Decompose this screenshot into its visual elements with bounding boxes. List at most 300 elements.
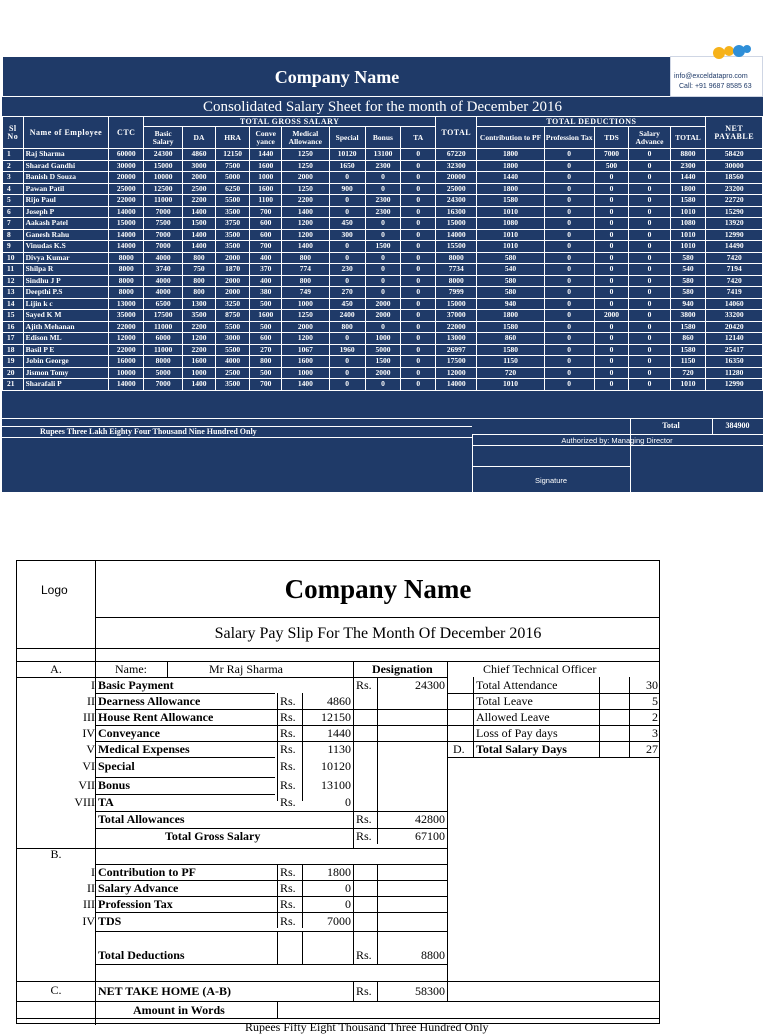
table-cell: 0 bbox=[401, 287, 436, 299]
table-cell: 800 bbox=[183, 252, 216, 264]
table-cell: 0 bbox=[629, 287, 670, 299]
table-cell: 33200 bbox=[706, 310, 763, 322]
table-cell: 32300 bbox=[436, 160, 477, 172]
table-cell: 3000 bbox=[215, 333, 250, 345]
table-cell: 13100 bbox=[365, 149, 401, 161]
table-cell: 1800 bbox=[477, 160, 544, 172]
table-cell: Jobin George bbox=[23, 356, 109, 368]
table-cell: 67220 bbox=[436, 149, 477, 161]
table-cell: 0 bbox=[594, 206, 629, 218]
net-take-home-value: 58300 bbox=[415, 984, 445, 998]
deduction-value: 7000 bbox=[327, 914, 351, 928]
table-cell: 13000 bbox=[436, 333, 477, 345]
table-cell: 800 bbox=[281, 275, 329, 287]
table-cell: 720 bbox=[477, 367, 544, 379]
table-cell: 7 bbox=[3, 218, 24, 230]
table-cell: 7000 bbox=[144, 241, 183, 253]
table-cell: 5500 bbox=[215, 195, 250, 207]
earning-rs: Rs. bbox=[280, 694, 296, 708]
table-cell: 19 bbox=[3, 356, 24, 368]
table-cell: 0 bbox=[544, 287, 594, 299]
deduction-value: 0 bbox=[345, 881, 351, 895]
earning-rs: Rs. bbox=[280, 795, 296, 809]
table-cell: 0 bbox=[629, 275, 670, 287]
table-cell: 0 bbox=[594, 275, 629, 287]
table-cell: 1440 bbox=[477, 172, 544, 184]
table-row bbox=[3, 310, 763, 322]
table-cell: 18 bbox=[3, 344, 24, 356]
attendance-label: Total Salary Days bbox=[476, 742, 567, 756]
table-cell: 0 bbox=[544, 218, 594, 230]
total-label: Total bbox=[662, 421, 680, 430]
table-cell: 580 bbox=[477, 275, 544, 287]
deduction-label: Salary Advance bbox=[98, 881, 179, 895]
table-cell: 0 bbox=[329, 275, 365, 287]
col-ctc: CTC bbox=[109, 117, 144, 149]
table-cell: 4000 bbox=[144, 252, 183, 264]
table-cell: 25000 bbox=[436, 183, 477, 195]
table-cell: 0 bbox=[629, 344, 670, 356]
table-cell: 1250 bbox=[281, 160, 329, 172]
table-cell: Rijo Paul bbox=[23, 195, 109, 207]
table-cell: 17500 bbox=[436, 356, 477, 368]
table-cell: 24300 bbox=[144, 149, 183, 161]
table-cell: Shilpa R bbox=[23, 264, 109, 276]
table-cell: 8 bbox=[3, 229, 24, 241]
table-cell: 2200 bbox=[183, 195, 216, 207]
table-cell: Vinudas K.S bbox=[23, 241, 109, 253]
pay-slip bbox=[16, 560, 660, 1034]
col-deductions-total: TOTAL bbox=[670, 127, 706, 149]
table-cell: 1000 bbox=[250, 172, 281, 184]
table-cell: 2000 bbox=[365, 298, 401, 310]
sheet-subtitle: Consolidated Salary Sheet for the month of December 2016 bbox=[202, 99, 563, 115]
table-cell: 1600 bbox=[183, 356, 216, 368]
table-cell: 1200 bbox=[281, 333, 329, 345]
table-cell: 720 bbox=[670, 367, 706, 379]
table-cell: 11000 bbox=[144, 344, 183, 356]
table-cell: 0 bbox=[629, 264, 670, 276]
table-row bbox=[3, 149, 763, 161]
table-cell: 7500 bbox=[215, 160, 250, 172]
earning-number: VI bbox=[82, 759, 95, 773]
table-cell: 0 bbox=[629, 310, 670, 322]
attendance-label: Loss of Pay days bbox=[476, 726, 558, 740]
contact-phone: Call: +91 9687 8585 63 bbox=[679, 83, 752, 90]
total-value: 384900 bbox=[725, 421, 750, 430]
table-cell: 12000 bbox=[109, 333, 144, 345]
table-cell: 1600 bbox=[250, 183, 281, 195]
table-cell: 0 bbox=[594, 356, 629, 368]
table-cell: 3250 bbox=[215, 298, 250, 310]
table-cell: 8000 bbox=[109, 287, 144, 299]
table-cell: 0 bbox=[329, 252, 365, 264]
table-cell: 1200 bbox=[281, 218, 329, 230]
table-cell: 37000 bbox=[436, 310, 477, 322]
table-cell: 2200 bbox=[281, 195, 329, 207]
table-cell: 0 bbox=[365, 264, 401, 276]
table-cell: 0 bbox=[629, 206, 670, 218]
table-cell: 8800 bbox=[670, 149, 706, 161]
table-cell: 0 bbox=[629, 229, 670, 241]
table-cell: 1400 bbox=[281, 379, 329, 391]
col-bonus: Bonus bbox=[365, 127, 401, 149]
table-cell: 0 bbox=[365, 172, 401, 184]
deduction-label: TDS bbox=[98, 914, 122, 928]
table-cell: 22000 bbox=[109, 321, 144, 333]
total-deductions-value: 8800 bbox=[421, 948, 445, 962]
table-cell: 0 bbox=[544, 356, 594, 368]
table-cell: 1000 bbox=[281, 298, 329, 310]
table-cell: Raj Sharma bbox=[23, 149, 109, 161]
group-deductions: TOTAL DEDUCTIONS bbox=[477, 117, 706, 127]
deduction-rs: Rs. bbox=[280, 897, 296, 911]
earning-rs: Rs. bbox=[280, 742, 296, 756]
table-cell: 25000 bbox=[109, 183, 144, 195]
table-cell: 12500 bbox=[144, 183, 183, 195]
table-cell: 1960 bbox=[329, 344, 365, 356]
table-cell: 0 bbox=[401, 333, 436, 345]
table-cell: 0 bbox=[629, 321, 670, 333]
table-cell: 0 bbox=[365, 275, 401, 287]
table-cell: 2300 bbox=[670, 160, 706, 172]
table-cell: 3500 bbox=[215, 206, 250, 218]
earning-number: VIII bbox=[74, 795, 95, 809]
basic-rs: Rs. bbox=[356, 678, 372, 692]
table-cell: 0 bbox=[594, 229, 629, 241]
attendance-value: 27 bbox=[646, 742, 658, 756]
earning-value: 12150 bbox=[321, 710, 351, 724]
deduction-label: Profession Tax bbox=[98, 897, 173, 911]
table-cell: 18560 bbox=[706, 172, 763, 184]
col-total: TOTAL bbox=[436, 117, 477, 149]
table-cell: 1250 bbox=[281, 149, 329, 161]
table-cell: 8000 bbox=[436, 275, 477, 287]
earning-value: 4860 bbox=[327, 694, 351, 708]
table-cell: 1000 bbox=[183, 367, 216, 379]
earning-number: III bbox=[83, 710, 95, 724]
table-cell: Lijin k c bbox=[23, 298, 109, 310]
table-cell: 7420 bbox=[706, 275, 763, 287]
table-cell: 700 bbox=[250, 379, 281, 391]
table-cell: 10 bbox=[3, 252, 24, 264]
table-cell: 800 bbox=[250, 356, 281, 368]
table-cell: 30000 bbox=[109, 160, 144, 172]
table-cell: 0 bbox=[594, 218, 629, 230]
table-cell: Deepthi P.S bbox=[23, 287, 109, 299]
col-pf: Contribution to PF bbox=[477, 127, 544, 149]
total-deductions-label: Total Deductions bbox=[98, 948, 185, 962]
table-cell: 8750 bbox=[215, 310, 250, 322]
table-cell: 0 bbox=[544, 149, 594, 161]
earning-label: TA bbox=[98, 795, 114, 809]
table-cell: 3740 bbox=[144, 264, 183, 276]
deduction-value: 1800 bbox=[327, 865, 351, 879]
table-cell: 0 bbox=[594, 195, 629, 207]
table-cell: 0 bbox=[629, 379, 670, 391]
table-cell: 500 bbox=[250, 367, 281, 379]
table-cell: 0 bbox=[544, 298, 594, 310]
employee-name: Mr Raj Sharma bbox=[209, 662, 283, 676]
table-cell: 1010 bbox=[670, 229, 706, 241]
table-cell: 0 bbox=[401, 298, 436, 310]
table-cell: 11280 bbox=[706, 367, 763, 379]
table-cell: 0 bbox=[401, 321, 436, 333]
table-cell: 0 bbox=[594, 321, 629, 333]
earning-rs: Rs. bbox=[280, 778, 296, 792]
earning-label: Dearness Allowance bbox=[98, 694, 201, 708]
basic-value: 24300 bbox=[415, 678, 445, 692]
table-cell: 0 bbox=[401, 195, 436, 207]
table-cell: 1800 bbox=[477, 183, 544, 195]
logo-placeholder: Logo bbox=[41, 583, 68, 597]
table-cell: 5000 bbox=[144, 367, 183, 379]
table-cell: 7000 bbox=[144, 229, 183, 241]
col-name: Name of Employee bbox=[23, 117, 109, 149]
table-cell: 1080 bbox=[670, 218, 706, 230]
section-d-label: D. bbox=[453, 742, 465, 756]
earning-label: Basic Payment bbox=[98, 678, 174, 692]
table-cell: 0 bbox=[629, 160, 670, 172]
table-cell: 2000 bbox=[215, 287, 250, 299]
table-cell: 2400 bbox=[329, 310, 365, 322]
table-cell: 270 bbox=[250, 344, 281, 356]
table-cell: 750 bbox=[183, 264, 216, 276]
table-cell: 11000 bbox=[144, 321, 183, 333]
table-cell: 20000 bbox=[436, 172, 477, 184]
table-cell: 2300 bbox=[365, 195, 401, 207]
salary-rows bbox=[3, 149, 763, 391]
section-b-label: B. bbox=[50, 847, 62, 861]
table-cell: 0 bbox=[629, 241, 670, 253]
table-cell: 0 bbox=[594, 172, 629, 184]
table-row bbox=[3, 195, 763, 207]
col-special: Special bbox=[329, 127, 365, 149]
table-cell: 1200 bbox=[281, 229, 329, 241]
table-cell: 0 bbox=[365, 183, 401, 195]
earning-number: II bbox=[87, 694, 95, 708]
table-cell: 11 bbox=[3, 264, 24, 276]
table-cell: Jismon Tomy bbox=[23, 367, 109, 379]
table-cell: 540 bbox=[477, 264, 544, 276]
table-cell: 7419 bbox=[706, 287, 763, 299]
table-cell: 1300 bbox=[183, 298, 216, 310]
table-cell: 1400 bbox=[183, 206, 216, 218]
table-cell: 540 bbox=[670, 264, 706, 276]
table-cell: 0 bbox=[629, 149, 670, 161]
earning-label: Special bbox=[98, 759, 135, 773]
table-cell: 900 bbox=[329, 183, 365, 195]
table-cell: 1400 bbox=[183, 379, 216, 391]
earning-rs: Rs. bbox=[280, 710, 296, 724]
table-cell: 20420 bbox=[706, 321, 763, 333]
table-cell: 600 bbox=[250, 333, 281, 345]
table-cell: 3 bbox=[3, 172, 24, 184]
table-cell: 14490 bbox=[706, 241, 763, 253]
table-cell: 6250 bbox=[215, 183, 250, 195]
table-cell: 3500 bbox=[215, 229, 250, 241]
table-cell: 1580 bbox=[670, 195, 706, 207]
table-cell: 1100 bbox=[250, 195, 281, 207]
table-cell: 20 bbox=[3, 367, 24, 379]
table-cell: Sindhu J P bbox=[23, 275, 109, 287]
table-cell: 580 bbox=[670, 275, 706, 287]
table-cell: 580 bbox=[477, 287, 544, 299]
table-cell: 7000 bbox=[144, 379, 183, 391]
table-cell: 0 bbox=[365, 321, 401, 333]
table-cell: 17 bbox=[3, 333, 24, 345]
table-cell: 1010 bbox=[477, 206, 544, 218]
table-row bbox=[3, 333, 763, 345]
table-cell: 0 bbox=[629, 298, 670, 310]
table-cell: 58420 bbox=[706, 149, 763, 161]
table-cell: Sayed K M bbox=[23, 310, 109, 322]
table-cell: 2000 bbox=[215, 252, 250, 264]
table-cell: 16300 bbox=[436, 206, 477, 218]
table-cell: 2000 bbox=[281, 172, 329, 184]
table-cell: 22000 bbox=[109, 195, 144, 207]
deduction-label: Contribution to PF bbox=[98, 865, 197, 879]
table-row bbox=[3, 356, 763, 368]
table-cell: 7420 bbox=[706, 252, 763, 264]
table-cell: 0 bbox=[544, 344, 594, 356]
table-cell: 2200 bbox=[183, 321, 216, 333]
table-cell: 0 bbox=[365, 379, 401, 391]
deduction-value: 0 bbox=[345, 897, 351, 911]
table-cell: 1870 bbox=[215, 264, 250, 276]
contact-email[interactable]: info@exceldatapro.com bbox=[674, 73, 748, 80]
table-cell: 0 bbox=[594, 264, 629, 276]
gross-salary-label: Total Gross Salary bbox=[165, 829, 261, 843]
net-rs: Rs. bbox=[356, 984, 372, 998]
earning-label: Medical Expenses bbox=[98, 742, 190, 756]
earning-number: VII bbox=[78, 778, 95, 792]
table-cell: 1500 bbox=[365, 241, 401, 253]
table-cell: 12990 bbox=[706, 379, 763, 391]
total-allowances-rs: Rs. bbox=[356, 812, 372, 826]
table-cell: 3500 bbox=[183, 310, 216, 322]
col-net-payable: NET PAYABLE bbox=[706, 117, 763, 149]
table-cell: Edison ML bbox=[23, 333, 109, 345]
table-cell: 14000 bbox=[436, 229, 477, 241]
earning-value: 0 bbox=[345, 795, 351, 809]
table-cell: 0 bbox=[401, 356, 436, 368]
total-allowances-value: 42800 bbox=[415, 812, 445, 826]
table-cell: 1250 bbox=[281, 310, 329, 322]
table-cell: 26997 bbox=[436, 344, 477, 356]
table-cell: 4000 bbox=[144, 275, 183, 287]
table-cell: 0 bbox=[401, 206, 436, 218]
table-cell: 1440 bbox=[250, 149, 281, 161]
table-cell: 10000 bbox=[144, 172, 183, 184]
table-cell: 0 bbox=[544, 333, 594, 345]
table-cell: 30000 bbox=[706, 160, 763, 172]
table-cell: Aakash Patel bbox=[23, 218, 109, 230]
table-cell: 1010 bbox=[477, 379, 544, 391]
table-cell: 16 bbox=[3, 321, 24, 333]
table-cell: 0 bbox=[594, 379, 629, 391]
group-gross-salary: TOTAL GROSS SALARY bbox=[144, 117, 436, 127]
table-cell: 1150 bbox=[670, 356, 706, 368]
table-cell: 1000 bbox=[365, 333, 401, 345]
earning-label: House Rent Allowance bbox=[98, 710, 214, 724]
table-cell: 0 bbox=[594, 367, 629, 379]
table-cell: 0 bbox=[401, 275, 436, 287]
table-cell: 1010 bbox=[477, 229, 544, 241]
table-cell: 0 bbox=[544, 195, 594, 207]
table-cell: 1400 bbox=[281, 206, 329, 218]
table-cell: 3500 bbox=[215, 241, 250, 253]
table-cell: 0 bbox=[594, 333, 629, 345]
table-cell: 1650 bbox=[329, 160, 365, 172]
table-cell: 8000 bbox=[436, 252, 477, 264]
table-cell: 0 bbox=[365, 229, 401, 241]
salary-table bbox=[2, 116, 763, 391]
table-cell: 230 bbox=[329, 264, 365, 276]
table-cell: 0 bbox=[544, 310, 594, 322]
earning-number: I bbox=[91, 678, 95, 692]
table-cell: 0 bbox=[329, 367, 365, 379]
attendance-value: 3 bbox=[652, 726, 658, 740]
table-cell: Joseph P bbox=[23, 206, 109, 218]
table-row bbox=[3, 344, 763, 356]
table-cell: 0 bbox=[329, 333, 365, 345]
sheet-header bbox=[2, 56, 763, 97]
net-take-home-label: NET TAKE HOME (A-B) bbox=[98, 984, 232, 998]
table-cell: 1010 bbox=[670, 379, 706, 391]
sheet-company-name: Company Name bbox=[274, 67, 400, 87]
table-cell: 15000 bbox=[436, 298, 477, 310]
table-cell: Sharad Gandhi bbox=[23, 160, 109, 172]
table-cell: 15 bbox=[3, 310, 24, 322]
table-cell: 3750 bbox=[215, 218, 250, 230]
table-cell: 0 bbox=[544, 367, 594, 379]
table-cell: 1800 bbox=[670, 183, 706, 195]
attendance-value: 30 bbox=[646, 678, 658, 692]
slip-title: Salary Pay Slip For The Month Of December 2016 bbox=[214, 625, 542, 642]
table-cell: 0 bbox=[329, 241, 365, 253]
slip-company-name: Company Name bbox=[284, 574, 472, 604]
table-cell: 12990 bbox=[706, 229, 763, 241]
table-cell: 2200 bbox=[183, 344, 216, 356]
salary-sheet bbox=[2, 56, 763, 493]
table-cell: 0 bbox=[544, 264, 594, 276]
earning-value: 1130 bbox=[327, 742, 351, 756]
table-cell: 14060 bbox=[706, 298, 763, 310]
table-cell: 2000 bbox=[365, 367, 401, 379]
table-cell: 940 bbox=[670, 298, 706, 310]
table-cell: 5500 bbox=[215, 321, 250, 333]
deduction-number: I bbox=[91, 865, 95, 879]
table-cell: 700 bbox=[250, 241, 281, 253]
table-cell: 1 bbox=[3, 149, 24, 161]
table-cell: 0 bbox=[594, 298, 629, 310]
table-cell: 2000 bbox=[594, 310, 629, 322]
table-cell: 14000 bbox=[109, 229, 144, 241]
table-cell: 12000 bbox=[436, 367, 477, 379]
section-c-label: C. bbox=[50, 983, 62, 997]
table-cell: 300 bbox=[329, 229, 365, 241]
table-cell: 21 bbox=[3, 379, 24, 391]
table-cell: 4 bbox=[3, 183, 24, 195]
table-cell: 7000 bbox=[594, 149, 629, 161]
earning-label: Bonus bbox=[98, 778, 131, 792]
table-row bbox=[3, 367, 763, 379]
table-cell: 800 bbox=[183, 275, 216, 287]
table-cell: 1800 bbox=[477, 149, 544, 161]
table-cell: Pawan Patil bbox=[23, 183, 109, 195]
col-hra: HRA bbox=[215, 127, 250, 149]
